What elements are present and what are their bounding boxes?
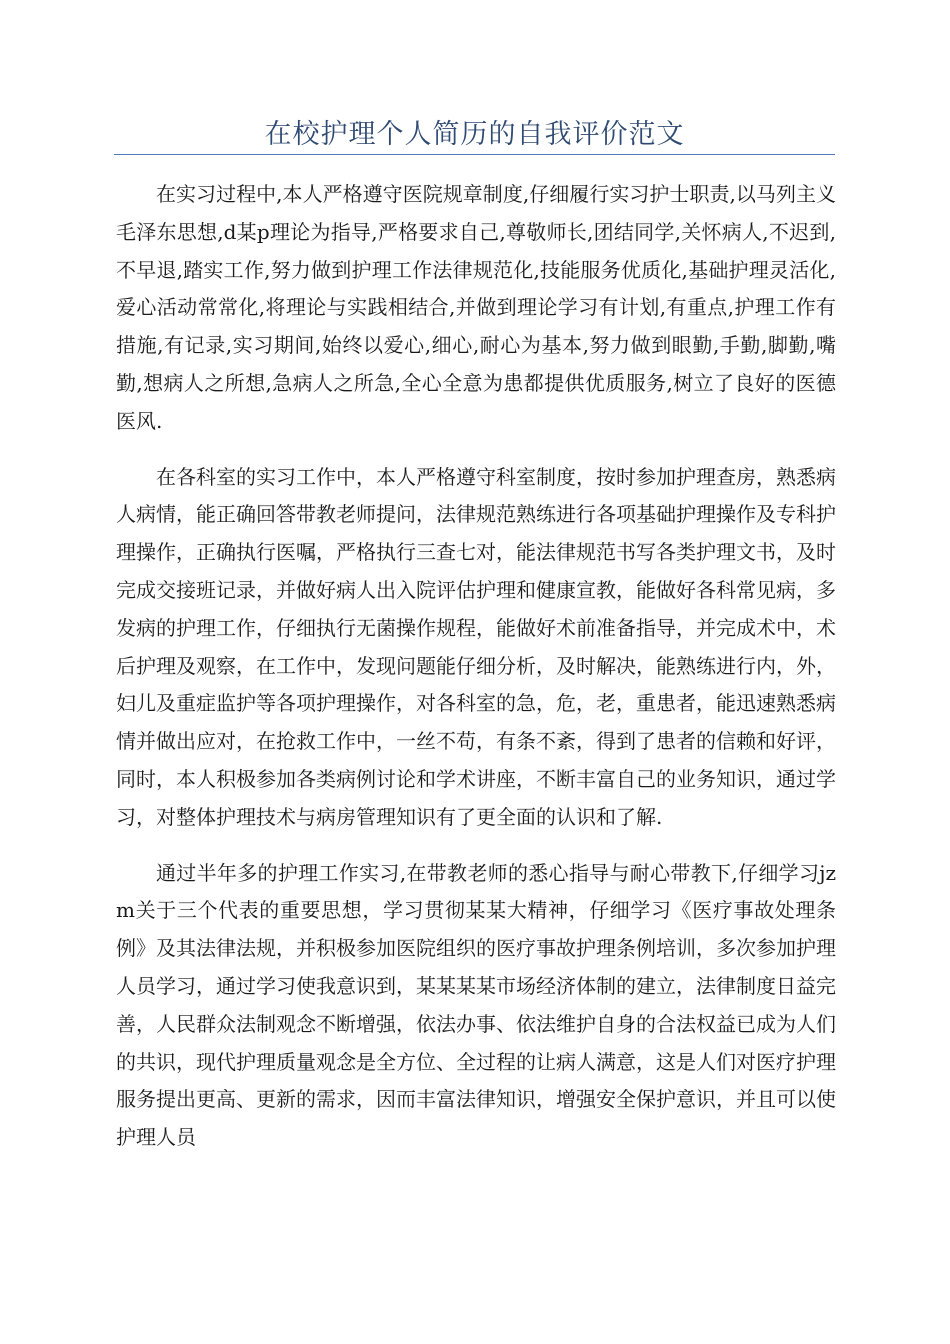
title-underline: [114, 154, 835, 155]
paragraph-1: 在实习过程中,本人严格遵守医院规章制度,仔细履行实习护士职责,以马列主义毛泽东思想,d某p理论为指导,严格要求自己,尊敬师长,团结同学,关怀病人,不迟到,不早退,踏实工作,努力做到护理工作法律规范化,技能服务优质化,基础护理灵活化,爱心活动常常化,将理论与实践相结合,并做到理论学习有计划,有重点,护理工作有措施,有记录,实习期间,始终以爱心,细心,耐心为基本,努力做到眼勤,手勤,脚勤,嘴勤,想病人之所想,急病人之所急,全心全意为患都提供优质服务,树立了良好的医德医风.: [116, 182, 836, 433]
paragraph-3: 通过半年多的护理工作实习,在带教老师的悉心指导与耐心带教下,仔细学习jzm关于三个代表的重要思想，学习贯彻某某大精神，仔细学习《医疗事故处理条例》及其法律法规，并积极参加医院组织的医疗事故护理条例培训，多次参加护理人员学习，通过学习使我意识到，某某某某市场经济体制的建立，法律制度日益完善，人民群众法制观念不断增强，依法办事、依法维护自身的合法权益已成为人们的共识，现代护理质量观念是全方位、全过程的让病人满意，这是人们对医疗护理服务提出更高、更新的需求，因而丰富法律知识，增强安全保护意识，并且可以使护理人员: [116, 860, 836, 1150]
document-title: 在校护理个人简历的自我评价范文: [264, 119, 685, 150]
document-body: [116, 176, 836, 1175]
paragraph-2: 在各科室的实习工作中，本人严格遵守科室制度，按时参加护理查房，熟悉病人病情，能正确回答带教老师提问，法律规范熟练进行各项基础护理操作及专科护理操作，正确执行医嘱，严格执行三查七对，能法律规范书写各类护理文书，及时完成交接班记录，并做好病人出入院评估护理和健康宣教，能做好各科常见病，多发病的护理工作，仔细执行无菌操作规程，能做好术前准备指导，并完成术中，术后护理及观察，在工作中，发现问题能仔细分析，及时解决，能熟练进行内，外，妇儿及重症监护等各项护理操作，对各科室的急，危，老，重患者，能迅速熟悉病情并做出应对，在抢救工作中，一丝不苟，有条不紊，得到了患者的信赖和好评，同时，本人积极参加各类病例讨论和学术讲座，不断丰富自己的业务知识，通过学习，对整体护理技术与病房管理知识有了更全面的认识和了解.: [116, 464, 836, 829]
